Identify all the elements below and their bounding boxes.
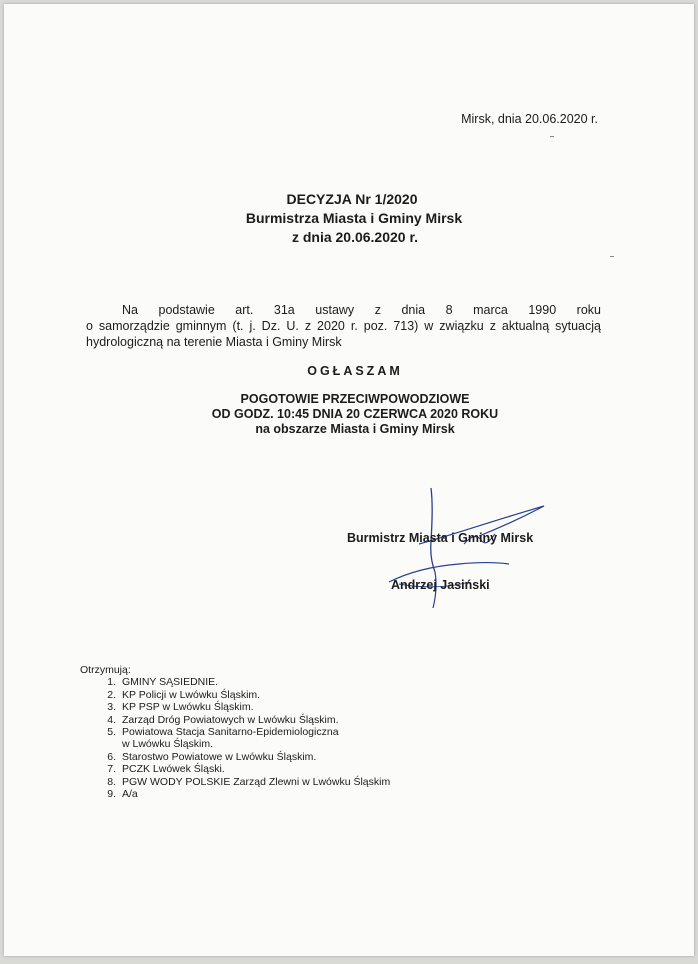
- scan-speck: [550, 136, 554, 137]
- list-item: [80, 689, 390, 701]
- header-line-1: DECYZJA Nr 1/2020: [286, 191, 418, 207]
- item-text: Starostwo Powiatowe w Lwówku Śląskim.: [122, 750, 317, 763]
- decision-line-2: OD GODZ. 10:45 DNIA 20 CZERWCA 2020 ROKU: [211, 407, 499, 421]
- document-page: [4, 4, 694, 956]
- scan-speck: [610, 256, 614, 257]
- paragraph-line-1: Na podstawie art. 31a ustawy z dnia 8 marca 1990 roku: [122, 303, 601, 317]
- list-item: [80, 776, 390, 788]
- item-number: 4.: [107, 713, 116, 726]
- recipients-label: Otrzymują:: [80, 664, 131, 676]
- list-item: [80, 751, 390, 763]
- list-item: [80, 763, 390, 775]
- signatory-title: Burmistrz Miasta i Gminy Mirsk: [347, 531, 534, 545]
- item-text: Powiatowa Stacja Sanitarno-Epidemiologiczna: [122, 726, 339, 739]
- place-date: Mirsk, dnia 20.06.2020 r.: [461, 112, 598, 126]
- list-item: [80, 676, 390, 688]
- item-text: KP PSP w Lwówku Śląskim.: [122, 701, 254, 714]
- list-item: [80, 726, 390, 751]
- decision-header: [4, 190, 694, 247]
- paragraph-line-2: o samorządzie gminnym (t. j. Dz. U. z 2020 r. poz. 713) w związku z aktualną sytuacją: [86, 319, 601, 333]
- item-text: KP Policji w Lwówku Śląskim.: [122, 688, 261, 701]
- list-item: [80, 714, 390, 726]
- decision-line-3: na obszarze Miasta i Gminy Mirsk: [255, 422, 455, 436]
- item-text: PGW WODY POLSKIE Zarząd Zlewni w Lwówku Śląskim: [122, 775, 391, 788]
- item-number: 2.: [107, 688, 116, 701]
- item-number: 9.: [107, 788, 116, 801]
- item-number: 8.: [107, 775, 116, 788]
- item-text: Zarząd Dróg Powiatowych w Lwówku Śląskim.: [122, 713, 339, 726]
- list-item: [80, 701, 390, 713]
- signatory-name: Andrzej Jasiński: [391, 578, 490, 592]
- item-number: 7.: [107, 763, 116, 776]
- header-line-3: z dnia 20.06.2020 r.: [291, 229, 419, 245]
- item-text-continued: w Lwówku Śląskim.: [122, 738, 214, 751]
- item-number: 3.: [107, 701, 116, 714]
- list-item: [80, 788, 390, 800]
- paragraph-line-3: hydrologiczną na terenie Miasta i Gminy Mirsk: [86, 335, 342, 349]
- handwritten-signature: [359, 484, 559, 614]
- announce-heading: OGŁASZAM: [307, 364, 403, 378]
- item-number: 6.: [107, 750, 116, 763]
- item-text: PCZK Lwówek Śląski.: [122, 763, 225, 776]
- decision-line-1: POGOTOWIE PRZECIWPOWODZIOWE: [240, 392, 470, 406]
- legal-basis-paragraph: [86, 302, 601, 350]
- header-line-2: Burmistrza Miasta i Gminy Mirsk: [245, 210, 463, 226]
- item-number: 1.: [107, 676, 116, 689]
- recipients-list: [80, 664, 390, 800]
- decision-text: [4, 392, 694, 437]
- item-text: A/a: [122, 788, 138, 801]
- item-number: 5.: [107, 726, 116, 739]
- item-text: GMINY SĄSIEDNIE.: [122, 676, 219, 689]
